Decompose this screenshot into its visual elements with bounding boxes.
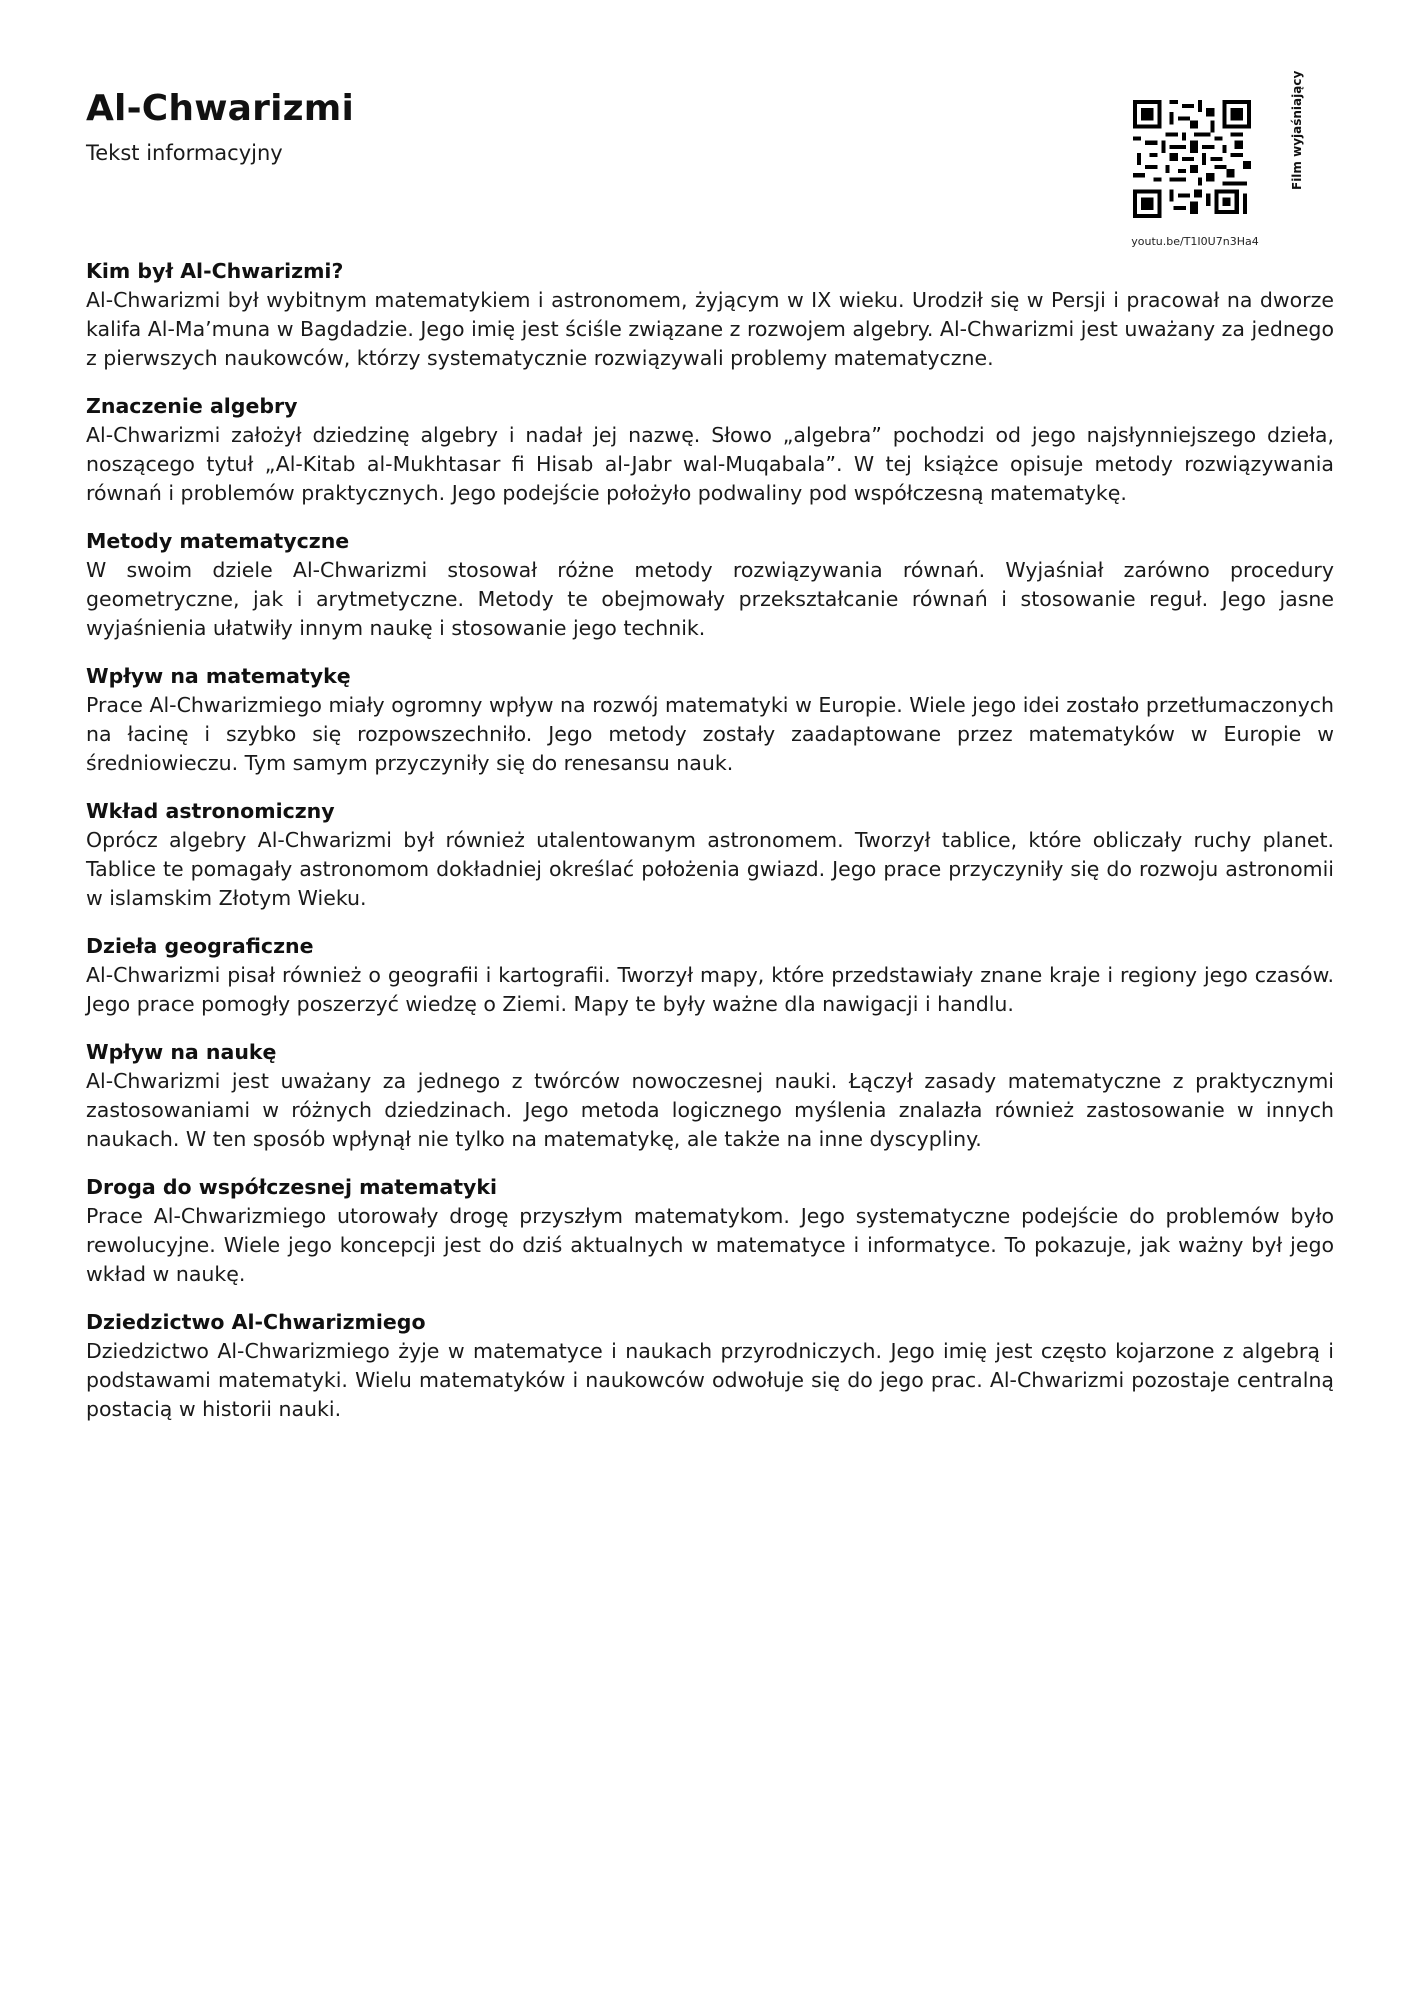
section-wplyw-na-matematyke (86, 662, 1334, 778)
section-heading: Metody matematyczne (86, 529, 350, 553)
page-subtitle: Tekst informacyjny (86, 141, 283, 165)
section-heading: Wkład astronomiczny (86, 799, 335, 823)
section-heading: Wpływ na naukę (86, 1040, 277, 1064)
section-text: Al-Chwarizmi jest uważany za jednego z twórców nowoczesnej nauki. Łączył zasady matematyczne z praktycznymi zastosowaniami w różnych dziedzinach. Jego metoda logicznego myślenia znalazła również zastosowanie w innych naukach. W ten sposób wpłynął nie tylko na matematykę, ale także na inne dyscypliny. (86, 1069, 1334, 1151)
section-heading: Kim był Al-Chwarizmi? (86, 259, 344, 283)
qr-code-icon[interactable] (1133, 100, 1251, 218)
article-content (86, 257, 1334, 1443)
qr-caption[interactable]: youtu.be/T1I0U7n3Ha4 (1131, 235, 1259, 248)
section-dziela-geograficzne (86, 932, 1334, 1019)
section-text: Al-Chwarizmi założył dziedzinę algebry i nadał jej nazwę. Słowo „algebra” pochodzi od jego najsłynniejszego dzieła, noszącego tytuł „Al-Kitab al-Mukhtasar fi Hisab al-Jabr wal-Muqabala”. W tej książce opisuje metody rozwiązywania równań i problemów praktycznych. Jego podejście położyło podwaliny pod współczesną matematykę. (86, 423, 1334, 505)
section-wklad-astronomiczny (86, 797, 1334, 913)
section-text: Al-Chwarizmi pisał również o geografii i kartografii. Tworzył mapy, które przedstawiały znane kraje i regiony jego czasów. Jego prace pomogły poszerzyć wiedzę o Ziemi. Mapy te były ważne dla nawigacji i handlu. (86, 963, 1334, 1016)
section-dziedzictwo (86, 1308, 1334, 1424)
section-metody-matematyczne (86, 527, 1334, 643)
section-heading: Dziedzictwo Al-Chwarizmiego (86, 1310, 426, 1334)
section-heading: Znaczenie algebry (86, 394, 298, 418)
section-droga-do-wspolczesnej (86, 1173, 1334, 1289)
section-text: Dziedzictwo Al-Chwarizmiego żyje w matematyce i naukach przyrodniczych. Jego imię jest często kojarzone z algebrą i podstawami matematyki. Wielu matematyków i naukowców odwołuje się do jego prac. Al-Chwarizmi pozostaje centralną postacią w historii nauki. (86, 1339, 1334, 1421)
section-text: W swoim dziele Al-Chwarizmi stosował różne metody rozwiązywania równań. Wyjaśniał zarówno procedury geometryczne, jak i arytmetyczne. Metody te obejmowały przekształcanie równań i stosowanie reguł. Jego jasne wyjaśnienia ułatwiły innym naukę i stosowanie jego technik. (86, 558, 1334, 640)
qr-side-label: Film wyjaśniający (1290, 70, 1304, 190)
section-kim-byl (86, 257, 1334, 373)
section-wplyw-na-nauke (86, 1038, 1334, 1154)
section-text: Prace Al-Chwarizmiego utorowały drogę przyszłym matematykom. Jego systematyczne podejście do problemów było rewolucyjne. Wiele jego koncepcji jest do dziś aktualnych w matematyce i informatyce. To pokazuje, jak ważny był jego wkład w naukę. (86, 1204, 1334, 1286)
qr-block (1120, 95, 1295, 255)
section-heading: Wpływ na matematykę (86, 664, 351, 688)
section-text: Oprócz algebry Al-Chwarizmi był również utalentowanym astronomem. Tworzył tablice, które obliczały ruchy planet. Tablice te pomagały astronomom dokładniej określać położenia gwiazd. Jego prace przyczyniły się do rozwoju astronomii w islamskim Złotym Wieku. (86, 828, 1334, 910)
section-text: Prace Al-Chwarizmiego miały ogromny wpływ na rozwój matematyki w Europie. Wiele jego idei zostało przetłumaczonych na łacinę i szybko się rozpowszechniło. Jego metody zostały zaadaptowane przez matematyków w Europie w średniowieczu. Tym samym przyczyniły się do renesansu nauk. (86, 693, 1334, 775)
section-heading: Droga do współczesnej matematyki (86, 1175, 498, 1199)
section-znaczenie-algebry (86, 392, 1334, 508)
section-heading: Dzieła geograficzne (86, 934, 314, 958)
page-title: Al-Chwarizmi (86, 88, 355, 129)
section-text: Al-Chwarizmi był wybitnym matematykiem i astronomem, żyjącym w IX wieku. Urodził się w Persji i pracował na dworze kalifa Al-Ma’muna w Bagdadzie. Jego imię jest ściśle związane z rozwojem algebry. Al-Chwarizmi jest uważany za jednego z pierwszych naukowców, którzy systematycznie rozwiązywali problemy matematyczne. (86, 288, 1334, 370)
